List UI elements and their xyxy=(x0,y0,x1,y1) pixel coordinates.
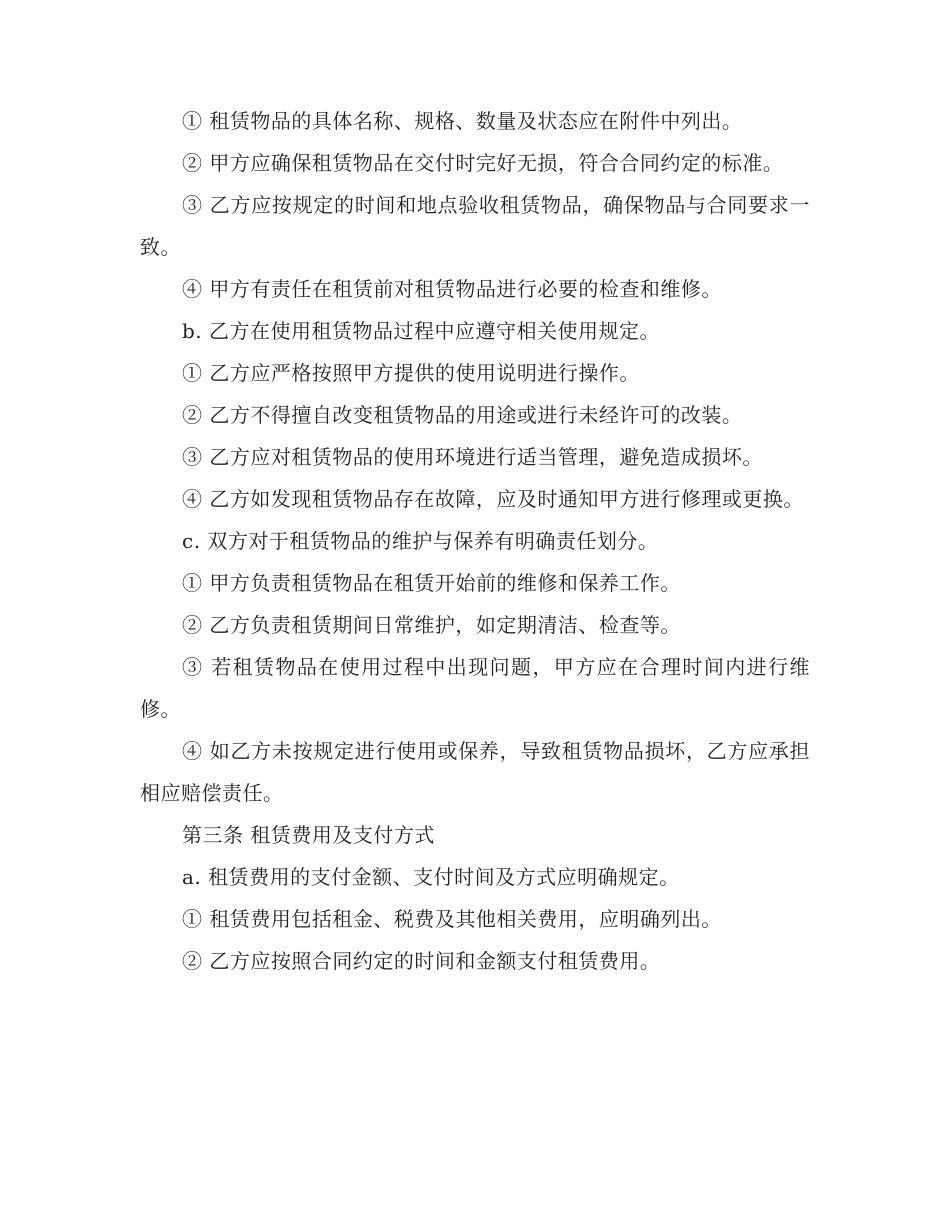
paragraph-18: ② 乙方应按照合同约定的时间和金额支付租赁费用。 xyxy=(182,949,661,973)
section-heading: 第三条 租赁费用及支付方式 xyxy=(182,823,435,847)
paragraph-5: b. 乙方在使用租赁物品过程中应遵守相关使用规定。 xyxy=(182,319,661,343)
paragraph-10: c. 双方对于租赁物品的维护与保养有明确责任划分。 xyxy=(182,529,659,553)
paragraph-1: ① 租赁物品的具体名称、规格、数量及状态应在附件中列出。 xyxy=(182,109,743,133)
paragraph-8: ③ 乙方应对租赁物品的使用环境进行适当管理，避免造成损坏。 xyxy=(182,445,763,469)
paragraph-9: ④ 乙方如发现租赁物品存在故障，应及时通知甲方进行修理或更换。 xyxy=(182,487,804,511)
paragraph-13: ③ 若租赁物品在使用过程中出现问题，甲方应在合理时间内进行维修。 xyxy=(140,655,810,721)
paragraph-16: a. 租赁费用的支付金额、支付时间及方式应明确规定。 xyxy=(182,865,680,889)
paragraph-17: ① 租赁费用包括租金、税费及其他相关费用，应明确列出。 xyxy=(182,907,722,931)
paragraph-11: ① 甲方负责租赁物品在租赁开始前的维修和保养工作。 xyxy=(182,571,681,595)
paragraph-4: ④ 甲方有责任在租赁前对租赁物品进行必要的检查和维修。 xyxy=(182,277,722,301)
paragraph-12: ② 乙方负责租赁期间日常维护，如定期清洁、检查等。 xyxy=(182,613,681,637)
paragraph-7: ② 乙方不得擅自改变租赁物品的用途或进行未经许可的改装。 xyxy=(182,403,743,427)
paragraph-6: ① 乙方应严格按照甲方提供的使用说明进行操作。 xyxy=(182,361,640,385)
paragraph-2: ② 甲方应确保租赁物品在交付时完好无损，符合合同约定的标准。 xyxy=(182,151,784,175)
paragraph-3: ③ 乙方应按规定的时间和地点验收租赁物品，确保物品与合同要求一致。 xyxy=(140,193,810,259)
paragraph-14: ④ 如乙方未按规定进行使用或保养，导致租赁物品损坏，乙方应承担相应赔偿责任。 xyxy=(140,739,810,805)
